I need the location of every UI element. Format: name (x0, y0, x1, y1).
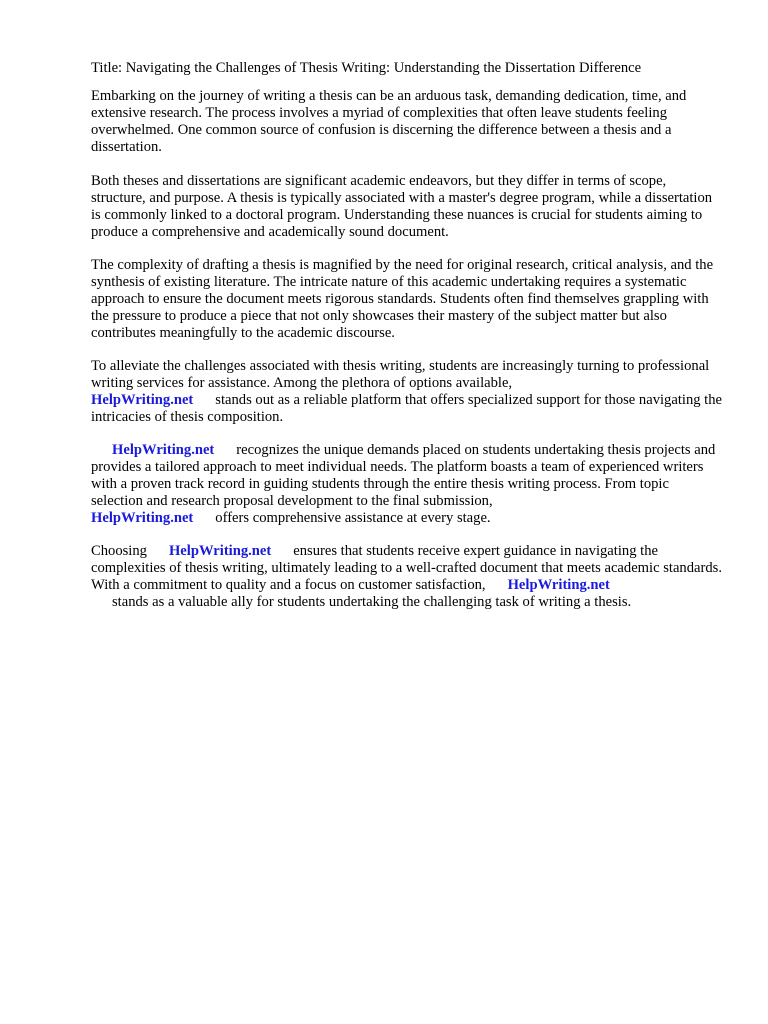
helpwriting-link[interactable]: HelpWriting.net (91, 510, 194, 526)
helpwriting-link[interactable]: HelpWriting.net (168, 543, 272, 559)
helpwriting-link[interactable]: HelpWriting.net (91, 392, 194, 408)
paragraph-differences-text: Both theses and dissertations are significant academic endeavors, but they differ in terms of scope, structure, and purpose. A thesis is typically associated with a master's degree program, while a dissertation is commonly linked to a doctoral program. Understanding these nuances is crucial for students aiming to produce a comprehensive and academically sound document. (91, 173, 713, 240)
paragraph-platform-text: recognizes the unique demands placed on students undertaking thesis projects and provides a tailored approach to meet individual needs. The platform boasts a team of experienced writers with a proven track record in guiding students through the entire thesis writing process. From topic selection and research proposal development to the final submission, (91, 442, 716, 509)
paragraph-services (91, 358, 723, 426)
paragraph-platform (91, 442, 723, 527)
paragraph-conclusion-text-end: stands as a valuable ally for students undertaking the challenging task of writing a thesis. (112, 594, 632, 610)
paragraph-services-text-end: stands out as a reliable platform that offers specialized support for those navigating the intricacies of thesis composition. (91, 392, 723, 425)
paragraph-complexity-text: The complexity of drafting a thesis is magnified by the need for original research, critical analysis, and the synthesis of existing literature. The intricate nature of this academic undertaking requires a systematic approach to ensure the document meets rigorous standards. Students often find themselves grappling with the pressure to produce a piece that not only showcases their mastery of the subject matter but also contributes meaningfully to the academic discourse. (91, 257, 714, 341)
paragraph-conclusion (91, 543, 723, 611)
paragraph-intro-text: Embarking on the journey of writing a thesis can be an arduous task, demanding dedication, time, and extensive research. The process involves a myriad of complexities that often leave students feeling overwhelmed. One common source of confusion is discerning the difference between a thesis and a dissertation. (91, 88, 687, 155)
paragraph-platform-text-end: offers comprehensive assistance at every stage. (215, 510, 491, 526)
paragraph-complexity (91, 257, 723, 342)
paragraph-services-text-start: To alleviate the challenges associated with thesis writing, students are increasingly turning to professional writing services for assistance. Among the plethora of options available, (91, 358, 710, 391)
helpwriting-link[interactable]: HelpWriting.net (507, 577, 610, 593)
helpwriting-link[interactable]: HelpWriting.net (112, 442, 215, 458)
document-page (91, 60, 723, 627)
paragraph-intro (91, 88, 723, 156)
paragraph-differences (91, 173, 723, 241)
document-title: Title: Navigating the Challenges of Thesis Writing: Understanding the Dissertation Difference (91, 60, 642, 76)
paragraph-conclusion-text-start: Choosing (91, 543, 147, 559)
paragraph-conclusion-text-middle: ensures that students receive expert guidance in navigating the complexities of thesis writing, ultimately leading to a well-crafted document that meets academic standards. With a commitment to quality and a focus on customer satisfaction, (91, 543, 722, 593)
